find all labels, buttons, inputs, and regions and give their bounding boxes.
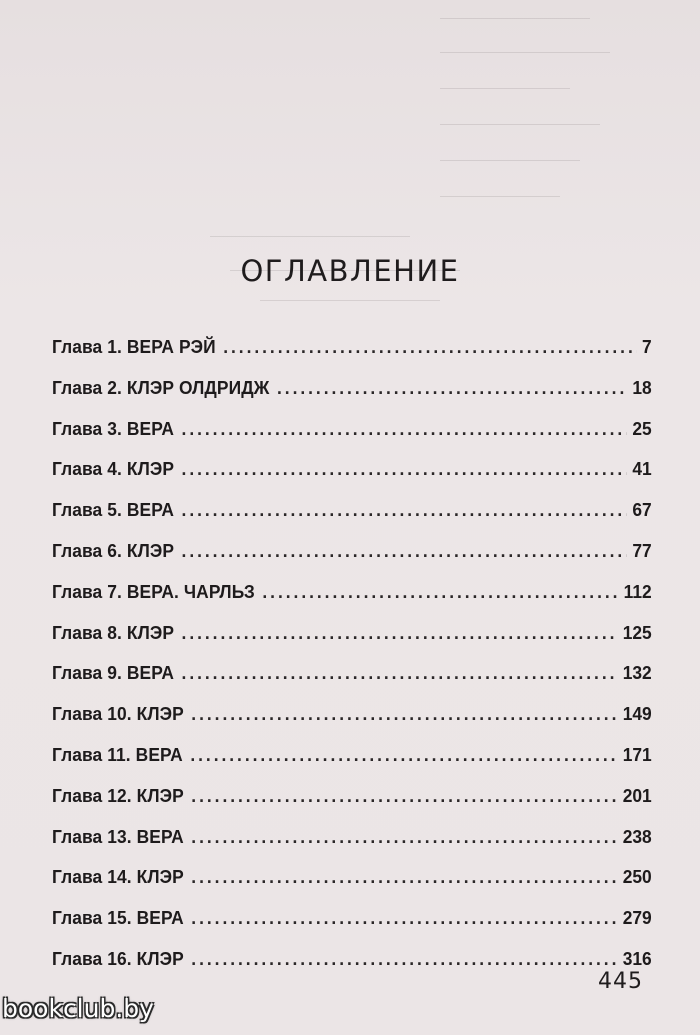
dot-leader xyxy=(182,418,627,440)
dot-leader xyxy=(191,785,617,807)
toc-entry-title: Глава 8. КЛЭР xyxy=(52,621,175,643)
toc-entry xyxy=(52,826,652,867)
toc-entry-title: Глава 6. КЛЭР xyxy=(52,539,175,561)
dot-leader xyxy=(277,377,627,399)
page-title: ОГЛАВЛЕНИЕ xyxy=(240,254,460,288)
toc-entry xyxy=(52,581,652,622)
toc-entry-title: Глава 1. ВЕРА РЭЙ xyxy=(52,336,216,357)
toc-entry xyxy=(52,744,652,785)
toc-entry-title: Глава 12. КЛЭР xyxy=(52,784,184,806)
toc-entry-page: 238 xyxy=(622,825,652,847)
toc-entry xyxy=(52,662,652,703)
table-of-contents xyxy=(52,336,652,989)
toc-entry xyxy=(52,458,652,499)
toc-entry-title: Глава 4. КЛЭР xyxy=(52,458,175,480)
dot-leader xyxy=(262,581,618,603)
watermark-logo: bookclub.by xyxy=(2,994,154,1023)
toc-entry xyxy=(52,703,652,744)
dot-leader xyxy=(191,907,617,929)
toc-entry-page: 279 xyxy=(622,907,652,929)
toc-entry-page: 67 xyxy=(632,499,652,521)
ghost-line xyxy=(210,236,410,237)
dot-leader xyxy=(182,662,618,684)
toc-entry-page: 250 xyxy=(622,866,652,888)
ghost-line xyxy=(260,300,440,301)
toc-entry-page: 41 xyxy=(632,458,652,480)
toc-entry-page: 18 xyxy=(632,376,652,398)
toc-entry-title: Глава 16. КЛЭР xyxy=(52,947,184,969)
ghost-line xyxy=(440,124,600,125)
page-number: 445 xyxy=(598,969,643,994)
ghost-line xyxy=(440,18,590,19)
ghost-line xyxy=(440,160,580,161)
dot-leader xyxy=(191,948,617,970)
toc-entry xyxy=(52,336,652,377)
toc-entry xyxy=(52,418,652,459)
toc-entry-page: 125 xyxy=(622,621,652,643)
dot-leader xyxy=(191,826,617,848)
toc-entry-title: Глава 15. ВЕРА xyxy=(52,907,184,929)
toc-entry-page: 112 xyxy=(623,580,652,602)
toc-entry-page: 77 xyxy=(632,539,652,561)
toc-entry xyxy=(52,785,652,826)
toc-entry-title: Глава 10. КЛЭР xyxy=(52,703,184,725)
toc-entry-title: Глава 9. ВЕРА xyxy=(52,662,175,684)
toc-entry-title: Глава 11. ВЕРА xyxy=(52,743,183,765)
toc-entry-page: 7 xyxy=(642,336,652,357)
toc-entry-page: 149 xyxy=(622,703,652,725)
toc-entry-page: 201 xyxy=(622,784,652,806)
toc-entry xyxy=(52,540,652,581)
toc-entry xyxy=(52,499,652,540)
ghost-line xyxy=(440,88,570,89)
dot-leader xyxy=(191,866,617,888)
toc-entry xyxy=(52,907,652,948)
toc-entry xyxy=(52,377,652,418)
toc-entry-title: Глава 5. ВЕРА xyxy=(52,499,175,521)
dot-leader xyxy=(182,540,627,562)
toc-entry-title: Глава 3. ВЕРА xyxy=(52,417,175,439)
toc-entry-title: Глава 13. ВЕРА xyxy=(52,825,184,847)
toc-entry-page: 316 xyxy=(622,947,652,969)
ghost-line xyxy=(440,196,560,197)
toc-entry-page: 171 xyxy=(622,743,652,765)
toc-entry-page: 132 xyxy=(622,662,652,684)
toc-entry xyxy=(52,948,652,989)
dot-leader xyxy=(182,622,618,644)
toc-entry-title: Глава 14. КЛЭР xyxy=(52,866,184,888)
dot-leader xyxy=(223,336,636,358)
dot-leader xyxy=(190,744,617,766)
toc-entry xyxy=(52,866,652,907)
toc-entry xyxy=(52,622,652,663)
ghost-line xyxy=(440,52,610,53)
dot-leader xyxy=(191,703,617,725)
toc-entry-page: 25 xyxy=(632,417,652,439)
dot-leader xyxy=(182,458,627,480)
dot-leader xyxy=(182,499,627,521)
toc-entry-title: Глава 2. КЛЭР ОЛДРИДЖ xyxy=(52,376,270,398)
toc-entry-title: Глава 7. ВЕРА. ЧАРЛЬЗ xyxy=(52,580,255,602)
bleed-through xyxy=(0,0,700,340)
